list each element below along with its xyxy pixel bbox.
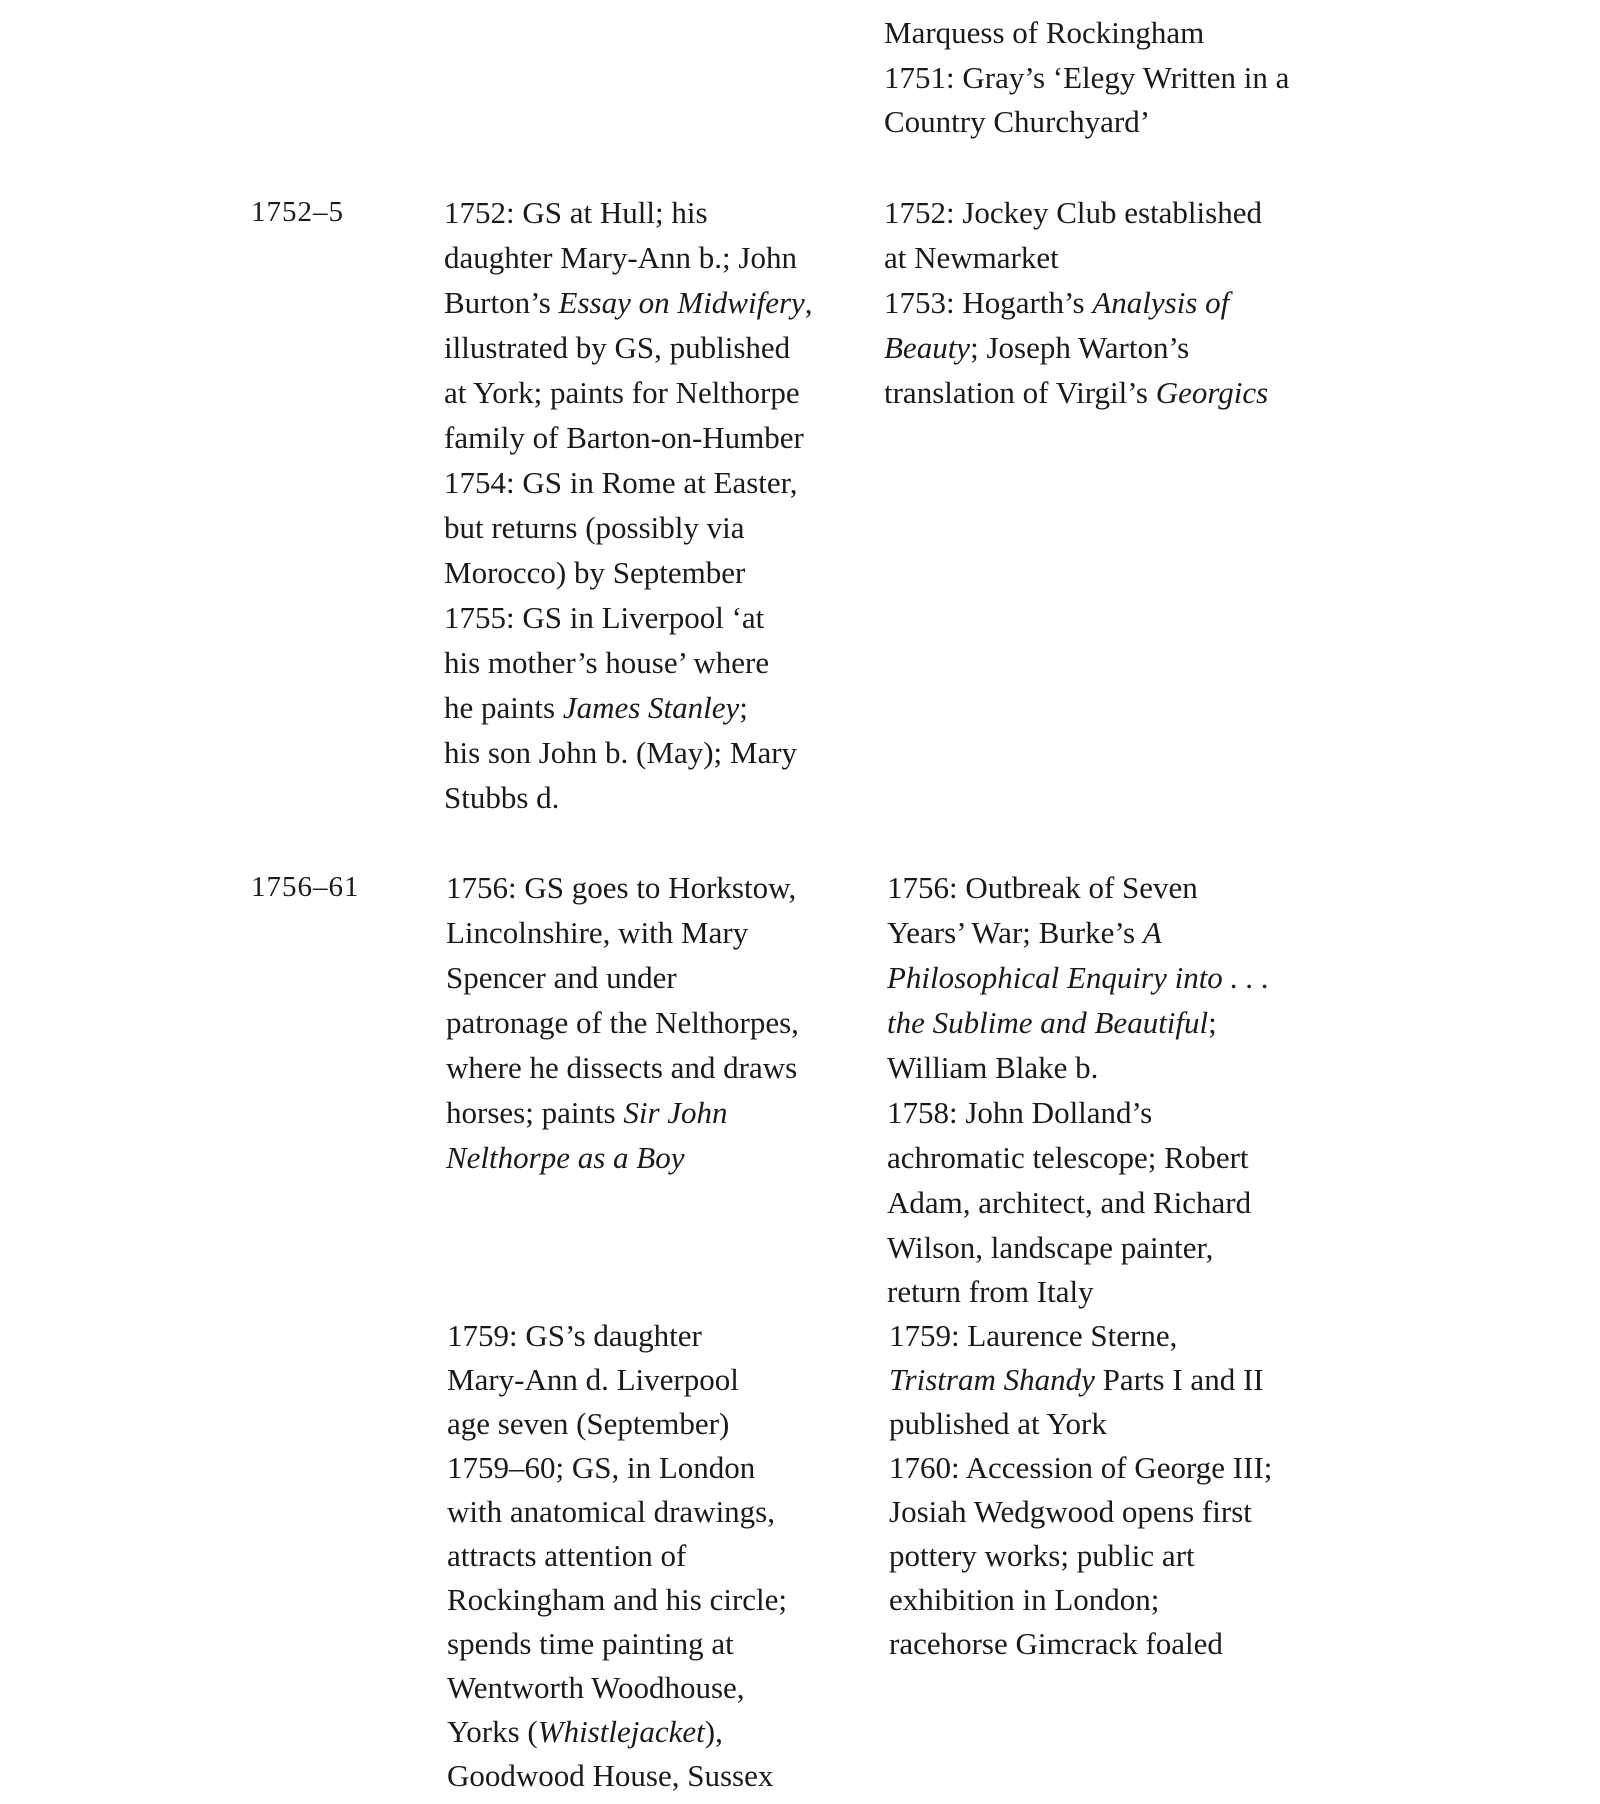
text-run: Burton’s (444, 285, 559, 320)
text-line (887, 955, 1269, 1000)
text-run: horses; paints (446, 1095, 624, 1130)
text-run: , (804, 285, 813, 320)
period-label: 1752–5 (251, 196, 344, 228)
book-title: Beauty (884, 330, 971, 365)
text-run: ), (704, 1714, 723, 1749)
text-line: Goodwood House, Sussex (447, 1758, 774, 1793)
text-line: exhibition in London; (889, 1582, 1160, 1617)
book-title: Essay on Midwifery (558, 285, 805, 320)
text-line: 1758: John Dolland’s (887, 1095, 1153, 1130)
text-line (884, 370, 1268, 415)
text-line: Morocco) by September (444, 555, 746, 590)
book-title: Philosophical Enquiry into . . . (887, 960, 1270, 995)
text-line (887, 1000, 1217, 1045)
painting-title: Nelthorpe as a Boy (446, 1140, 685, 1175)
text-line: pottery works; public art (889, 1538, 1195, 1573)
text-run: translation of Virgil’s (884, 375, 1156, 410)
text-line: 1756: GS goes to Horkstow, (446, 870, 797, 905)
text-line: Rockingham and his circle; (447, 1582, 788, 1617)
text-line: William Blake b. (887, 1050, 1099, 1085)
book-title: the Sublime and Beautiful (887, 1005, 1209, 1040)
painting-title: Sir John (623, 1095, 728, 1130)
text-line: 1754: GS in Rome at Easter, (444, 465, 798, 500)
text-line: 1752: GS at Hull; his (444, 195, 708, 230)
text-run: Parts I and II (1094, 1362, 1264, 1397)
text-line: but returns (possibly via (444, 510, 745, 545)
text-line: 1751: Gray’s ‘Elegy Written in a (884, 60, 1290, 95)
text-line: at Newmarket (884, 240, 1059, 275)
text-line: at York; paints for Nelthorpe (444, 375, 800, 410)
text-line (447, 1709, 723, 1754)
text-line: 1759: Laurence Sterne, (889, 1318, 1178, 1353)
text-line (887, 910, 1162, 955)
text-line: Stubbs d. (444, 780, 560, 815)
text-line: Adam, architect, and Richard (887, 1185, 1252, 1220)
text-line (446, 1135, 685, 1180)
book-title: Analysis of (1092, 285, 1230, 320)
text-line: 1756: Outbreak of Seven (887, 870, 1198, 905)
text-run: ; Joseph Warton’s (970, 330, 1190, 365)
text-line (884, 325, 1189, 370)
text-line: spends time painting at (447, 1626, 734, 1661)
text-run: Yorks ( (447, 1714, 538, 1749)
text-line: published at York (889, 1406, 1107, 1441)
text-line: Mary-Ann d. Liverpool (447, 1362, 739, 1397)
text-line: his mother’s house’ where (444, 645, 770, 680)
text-line: 1759–60; GS, in London (447, 1450, 756, 1485)
text-line: return from Italy (887, 1274, 1094, 1309)
text-line: Josiah Wedgwood opens first (889, 1494, 1252, 1529)
text-line: age seven (September) (447, 1406, 730, 1441)
text-line: illustrated by GS, published (444, 330, 791, 365)
text-line: 1752: Jockey Club established (884, 195, 1262, 230)
book-title: Tristram Shandy (889, 1362, 1095, 1397)
text-line: Wentworth Woodhouse, (447, 1670, 745, 1705)
book-title: Georgics (1155, 375, 1269, 410)
text-line: family of Barton-on-Humber (444, 420, 804, 455)
text-line (889, 1357, 1264, 1402)
text-line: Lincolnshire, with Mary (446, 915, 749, 950)
text-line (444, 280, 813, 325)
text-line: daughter Mary-Ann b.; John (444, 240, 797, 275)
text-line: 1760: Accession of George III; (889, 1450, 1273, 1485)
book-title: A (1142, 915, 1162, 950)
text-line: patronage of the Nelthorpes, (446, 1005, 799, 1040)
text-line: Country Churchyard’ (884, 104, 1151, 139)
period-label: 1756–61 (251, 871, 360, 903)
painting-title: Whistlejacket (537, 1714, 705, 1749)
text-run: ; (739, 690, 748, 725)
text-run: 1753: Hogarth’s (884, 285, 1093, 320)
text-line: Marquess of Rockingham (884, 15, 1205, 50)
painting-title: James Stanley (562, 690, 740, 725)
text-line: attracts attention of (447, 1538, 687, 1573)
text-line: with anatomical drawings, (447, 1494, 775, 1529)
text-run: he paints (444, 690, 563, 725)
text-line: where he dissects and draws (446, 1050, 798, 1085)
text-line (446, 1090, 728, 1135)
text-run: Years’ War; Burke’s (887, 915, 1143, 950)
text-line: Spencer and under (446, 960, 677, 995)
text-line: 1755: GS in Liverpool ‘at (444, 600, 765, 635)
text-line: his son John b. (May); Mary (444, 735, 798, 770)
text-line: achromatic telescope; Robert (887, 1140, 1249, 1175)
text-line (884, 280, 1229, 325)
text-line: Wilson, landscape painter, (887, 1230, 1214, 1265)
text-line (444, 685, 748, 730)
text-line: 1759: GS’s daughter (447, 1318, 702, 1353)
text-run: ; (1208, 1005, 1217, 1040)
text-line: racehorse Gimcrack foaled (889, 1626, 1223, 1661)
